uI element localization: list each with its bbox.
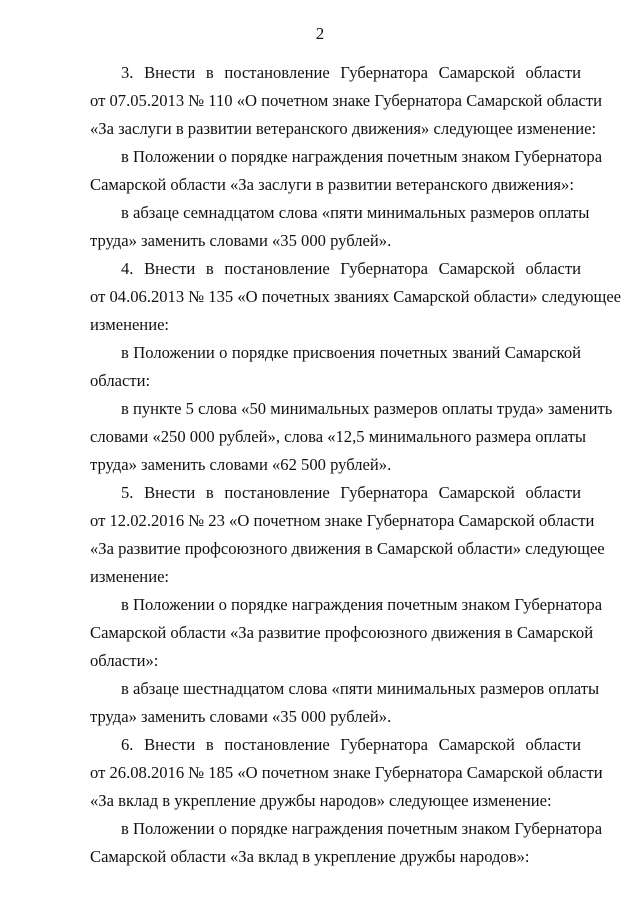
page-number: 2 bbox=[315, 24, 325, 43]
text-line: в пункте 5 слова «50 минимальных размеров оплаты труда» заменить bbox=[121, 399, 613, 418]
text-line: труда» заменить словами «35 000 рублей». bbox=[90, 707, 392, 726]
text-line: в Положении о порядке награждения почетным знаком Губернатора bbox=[121, 595, 603, 614]
text-line: от 26.08.2016 № 185 «О почетном знаке Губернатора Самарской области bbox=[90, 763, 603, 782]
text-line: в Положении о порядке награждения почетным знаком Губернатора bbox=[121, 147, 603, 166]
text-line: Самарской области «За заслуги в развитии ветеранского движения»: bbox=[90, 175, 574, 194]
text-line: 5. Внести в постановление Губернатора Самарской области bbox=[121, 483, 581, 502]
text-line: в Положении о порядке присвоения почетных званий Самарской bbox=[121, 343, 581, 362]
text-line: области: bbox=[90, 371, 151, 390]
text-line: в абзаце семнадцатом слова «пяти минимальных размеров оплаты bbox=[121, 203, 590, 222]
text-line: в абзаце шестнадцатом слова «пяти минимальных размеров оплаты bbox=[121, 679, 600, 698]
text-line: 6. Внести в постановление Губернатора Самарской области bbox=[121, 735, 581, 754]
text-line: труда» заменить словами «35 000 рублей». bbox=[90, 231, 392, 250]
text-line: «За заслуги в развитии ветеранского движения» следующее изменение: bbox=[90, 119, 597, 138]
text-line: словами «250 000 рублей», слова «12,5 минимального размера оплаты bbox=[90, 427, 587, 446]
text-line: изменение: bbox=[90, 567, 170, 586]
text-line: «За развитие профсоюзного движения в Самарской области» следующее bbox=[90, 539, 605, 558]
text-line: области»: bbox=[90, 651, 159, 670]
text-line: от 04.06.2013 № 135 «О почетных званиях Самарской области» следующее bbox=[90, 287, 622, 306]
text-line: труда» заменить словами «62 500 рублей». bbox=[90, 455, 392, 474]
text-line: в Положении о порядке награждения почетным знаком Губернатора bbox=[121, 819, 603, 838]
text-line: «За вклад в укрепление дружбы народов» следующее изменение: bbox=[90, 791, 552, 810]
text-line: изменение: bbox=[90, 315, 170, 334]
text-line: от 12.02.2016 № 23 «О почетном знаке Губернатора Самарской области bbox=[90, 511, 595, 530]
text-line: от 07.05.2013 № 110 «О почетном знаке Губернатора Самарской области bbox=[90, 91, 603, 110]
text-line: 4. Внести в постановление Губернатора Самарской области bbox=[121, 259, 581, 278]
text-line: 3. Внести в постановление Губернатора Самарской области bbox=[121, 63, 581, 82]
text-line: Самарской области «За развитие профсоюзного движения в Самарской bbox=[90, 623, 594, 642]
text-line: Самарской области «За вклад в укрепление дружбы народов»: bbox=[90, 847, 530, 866]
